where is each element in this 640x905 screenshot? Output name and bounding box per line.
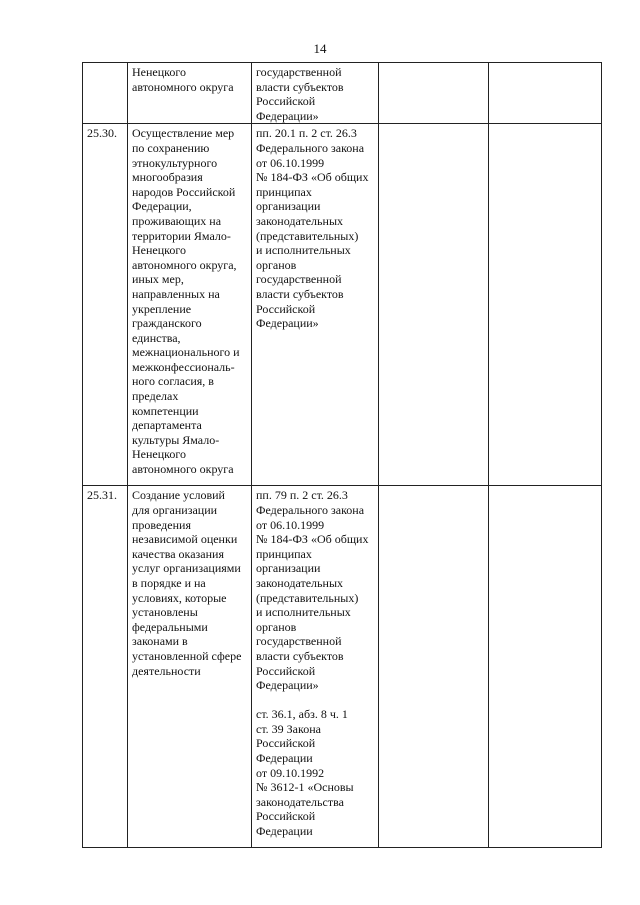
document-table xyxy=(82,62,602,848)
table-row xyxy=(83,486,602,848)
legal-basis: государственной власти субъектов Российской Федерации» xyxy=(256,65,344,123)
empty-cell xyxy=(489,63,602,124)
empty-cell xyxy=(489,124,602,486)
authority-name: Осуществление мер по сохранению этнокультурного многообразия народов Российской Федерации, проживающих на территории Ямало- Ненецкого автономного округа, иных мер, направленных на укрепление гражданского единства, межнационального и межконфессиональ- ного согласия, в пределах компетенции департамента культуры Ямало- Ненецкого автономного округа xyxy=(132,126,240,477)
row-number-cell xyxy=(83,124,128,486)
legal-basis: пп. 20.1 п. 2 ст. 26.3 Федерального закона от 06.10.1999 № 184-ФЗ «Об общих принципах организации законодательных (представительных) и исполнительных органов государственной власти субъектов Российской Федерации» xyxy=(256,126,369,331)
page-number: 14 xyxy=(313,41,327,56)
empty-cell xyxy=(379,486,489,848)
table-row xyxy=(83,63,602,124)
authority-name-cell xyxy=(128,124,252,486)
legal-basis-cell xyxy=(252,124,379,486)
row-number-cell xyxy=(83,63,128,124)
authority-name-cell xyxy=(128,63,252,124)
empty-cell xyxy=(379,63,489,124)
legal-basis: пп. 79 п. 2 ст. 26.3 Федерального закона от 06.10.1999 № 184-ФЗ «Об общих принципах организации законодательных (представительных) и исполнительных органов государственной власти субъектов Российской Федерации» ст. 36.1, абз. 8 ч. 1 ст. 39 Закона Российской Федерации от 09.10.1992 № 3612-1 «Основы законодательства Российской Федерации xyxy=(256,488,369,839)
row-number: 25.30. xyxy=(87,126,117,141)
row-number-cell xyxy=(83,486,128,848)
empty-cell xyxy=(379,124,489,486)
empty-cell xyxy=(489,486,602,848)
authority-name-cell xyxy=(128,486,252,848)
legal-basis-cell xyxy=(252,486,379,848)
row-number: 25.31. xyxy=(87,488,117,503)
authority-name: Создание условий для организации проведения независимой оценки качества оказания услуг организациями в порядке и на условиях, которые установлены федеральными законами в установленной сфере деятельности xyxy=(132,488,242,678)
legal-basis-cell xyxy=(252,63,379,124)
authority-name: Ненецкого автономного округа xyxy=(132,65,234,94)
table-row xyxy=(83,124,602,486)
